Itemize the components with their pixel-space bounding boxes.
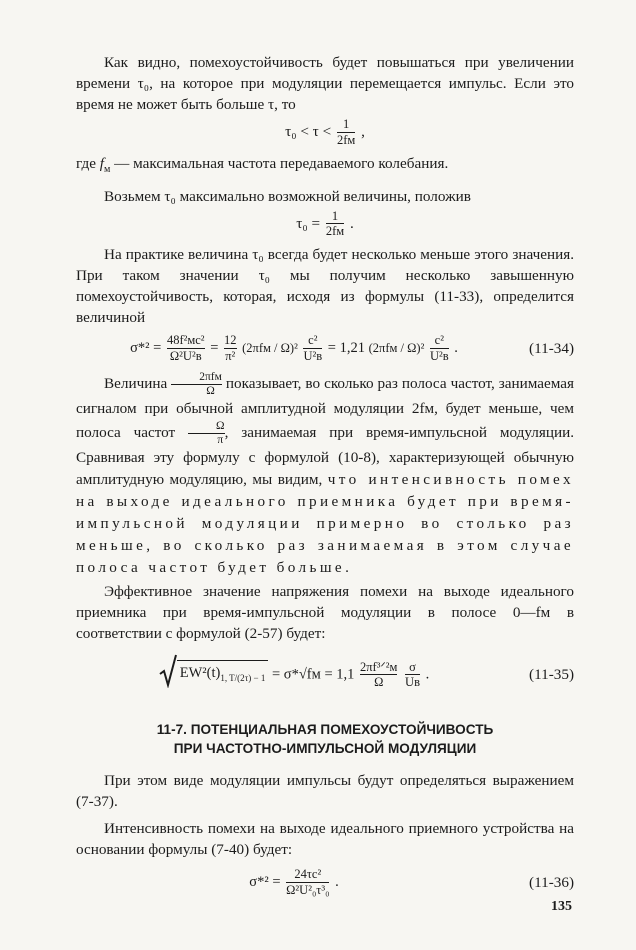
eq34-num1: 48f²мc²: [166, 333, 205, 348]
eq34-num3: c²: [308, 333, 318, 348]
equation-11-35: [76, 654, 574, 696]
p2-where: где: [76, 154, 96, 172]
eq36-lhs: σ*² =: [249, 874, 281, 891]
eq34-paren1: (2πfм / Ω)²: [242, 341, 298, 356]
eq35-frac2: [405, 661, 420, 691]
section-heading: [76, 720, 574, 758]
eq35-den1: Ω: [360, 674, 397, 690]
paragraph-3: Возьмем τ₀ максимально возможной величины, положив: [104, 187, 471, 205]
formula-1-den: 2fм: [336, 132, 356, 147]
p2-rest: — максимальная частота передаваемого колебания.: [114, 154, 449, 172]
eq35-radicand: [177, 660, 269, 690]
p5-inline-frac-2: [188, 420, 225, 447]
eq34-paren2: (2πfм / Ω)²: [368, 341, 425, 356]
formula-2-num: 1: [331, 208, 339, 223]
equation-11-34-number: (11-34): [529, 339, 574, 357]
equation-11-34: [76, 334, 574, 364]
sqrt-symbol: [159, 654, 177, 696]
p5-c: , занимаемая при время-импульсной модуляции. Сравнивая эту формулу с формулой (10-8), характеризующей обычную амплитудную модуляцию, мы видим,: [76, 424, 575, 489]
formula-1-num: 1: [342, 117, 350, 131]
eq35-rad-sub: 1, T/(2τ) − 1: [220, 673, 266, 684]
formula-1-left: τ₀ < τ <: [285, 123, 332, 141]
eq36-num: 24τc²: [294, 867, 322, 882]
heading-line-2: ПРИ ЧАСТОТНО-ИМПУЛЬСНОЙ МОДУЛЯЦИИ: [173, 741, 477, 757]
paragraph-4: На практике величина τ₀ всегда будет несколько меньше этого значения. При таком значении τ₀ мы получим несколько завышенную помехоустойчивость, которая, исходя из формулы (11-33), определится величиной: [76, 246, 574, 327]
formula-2-fraction: [326, 210, 344, 240]
equation-11-35-body: [76, 654, 512, 696]
formula-tau0: [76, 210, 574, 240]
radical-sign-icon: [159, 654, 177, 688]
eq34-num2: 12: [224, 333, 237, 348]
paragraph-7: При этом виде модуляции импульсы будут определяться выражением (7-37).: [76, 772, 574, 811]
eq34-den2: π²: [225, 348, 236, 363]
eq34-den3: U²в: [303, 348, 323, 363]
paragraph-8: Интенсивность помехи на выходе идеального приемного устройства на основании формулы (7-40) будет:: [76, 820, 574, 859]
eq34-frac4: [430, 334, 449, 364]
eq35-frac1: [360, 661, 397, 691]
formula-2-den: 2fм: [325, 224, 345, 239]
eq35-num1: 2πf³ᐟ²м: [360, 659, 398, 674]
eq35-rad-text: EW²(t): [179, 665, 221, 682]
formula-inequality: [76, 118, 574, 148]
eq36-frac: [286, 868, 329, 898]
eq34-den1: Ω²U²в: [167, 348, 205, 364]
eq34-tail: .: [454, 340, 458, 357]
eq36-tail: .: [335, 874, 339, 891]
equation-11-36: [76, 868, 574, 898]
eq36-den: Ω²U²₀τ³₀: [286, 883, 330, 898]
p5-spaced-emphasis: что интенсивность помех на выходе идеального приемника будет при время-импульсной модуляции примерно во столько раз меньше, во сколько раз занимаемая в этом случае полоса частот будет больше.: [76, 471, 574, 577]
equation-11-35-number: (11-35): [529, 666, 574, 684]
equation-11-36-body: [76, 868, 512, 898]
paragraph-5: [76, 371, 574, 580]
formula-2-left: τ₀ =: [296, 214, 321, 232]
p2-subscript: м: [103, 163, 111, 175]
formula-1-tail: ,: [361, 123, 365, 141]
eq34-eq: =: [210, 340, 219, 357]
eq35-tail: .: [425, 666, 430, 683]
eq35-num2: σ: [409, 659, 416, 674]
p5-inline-frac-1: [171, 371, 222, 398]
p5-b: показывает, во сколько раз полоса частот, занимаемая сигналом при обычной амплитудной модуляции 2fм, будет меньше, чем полоса частот: [76, 374, 575, 442]
equation-11-34-body: [76, 334, 512, 364]
eq34-frac3: [303, 334, 322, 364]
eq34-den4: U²в: [429, 348, 449, 363]
eq35-den2: Uв: [405, 675, 420, 690]
p5-frac1-num: 2πfм: [199, 370, 222, 383]
eq34-coef: = 1,21: [327, 340, 365, 357]
eq34-lhs: σ*² =: [130, 340, 162, 357]
p2-symbol: f: [99, 154, 104, 172]
paragraph-6: Эффективное значение напряжения помехи на выходе идеального приемника при время-импульсной модуляции в полосе 0—fм в соответствии с формулой (2-57) будет:: [76, 583, 574, 643]
p5-frac2-num: Ω: [216, 419, 225, 432]
eq34-frac1: [167, 334, 205, 364]
page-number: 135: [551, 899, 572, 914]
formula-1-fraction: [337, 118, 355, 148]
eq35-mid: = σ*√fм = 1,1: [271, 666, 355, 683]
p5-frac1-den: Ω: [171, 384, 222, 398]
heading-line-1: 11-7. ПОТЕНЦИАЛЬНАЯ ПОМЕХОУСТОЙЧИВОСТЬ: [156, 722, 494, 738]
paragraph-2: [76, 153, 574, 180]
paragraph-1: Как видно, помехоустойчивость будет повышаться при увеличении времени τ₀, на которое при модуляции перемещается импульс. Если это время не может быть больше τ, то: [76, 54, 574, 113]
eq34-frac2: [224, 334, 237, 364]
formula-2-tail: .: [349, 214, 354, 232]
eq34-num4: c²: [434, 333, 444, 348]
p5-a: Величина: [104, 374, 168, 392]
equation-11-36-number: (11-36): [529, 874, 574, 892]
p5-frac2-den: π: [188, 433, 225, 447]
